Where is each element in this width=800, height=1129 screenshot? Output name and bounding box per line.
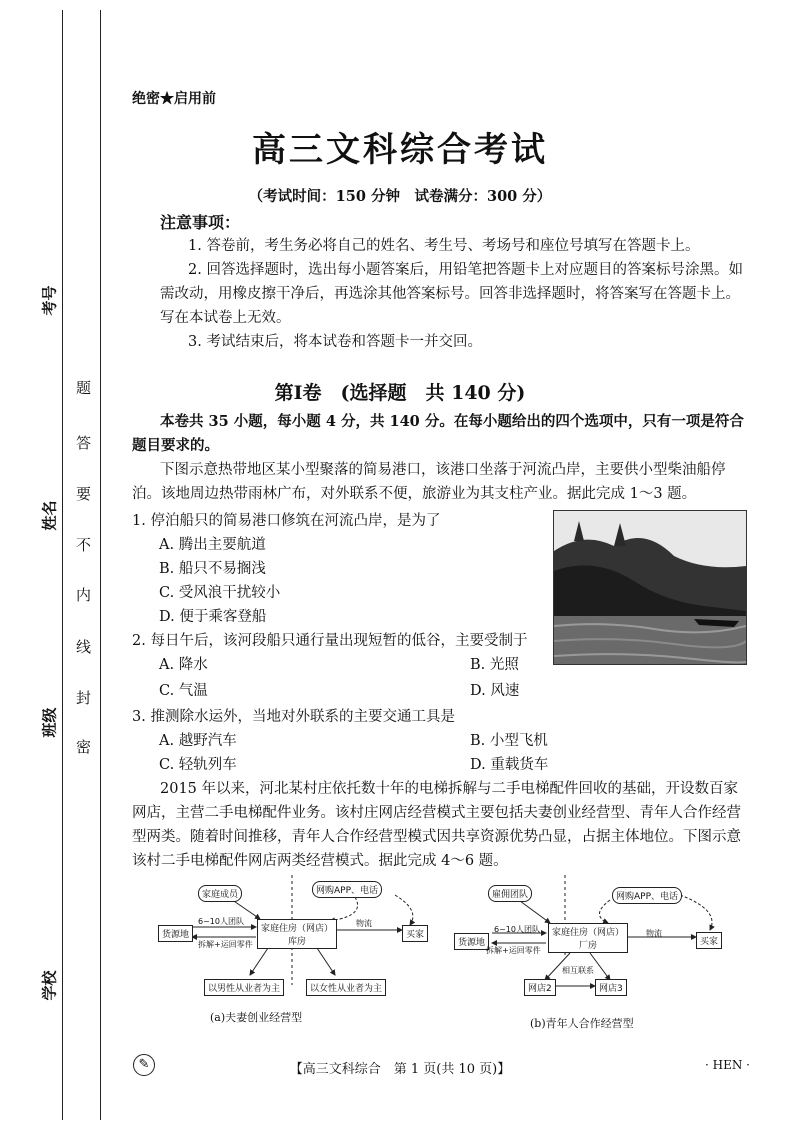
diagram-b-link: 相互联系 bbox=[562, 966, 594, 975]
diagram-a-online: 网购APP、电话 bbox=[312, 881, 382, 898]
seal-char: 要 bbox=[76, 485, 92, 503]
q3-option-c: C. 轻轨列车 bbox=[159, 757, 237, 773]
diagram-b-shop2: 网店2 bbox=[524, 979, 556, 996]
seal-char: 答 bbox=[76, 434, 92, 452]
school-label: 学校 bbox=[40, 970, 59, 1001]
notice-item: 2. 回答选择题时，选出每小题答案后，用铅笔把答题卡上对应题目的答案标号涂黑。如需改动，用橡皮擦干净后，再选涂其他答案标号。回答非选择题时，将答案写在答题卡上。写在本试卷上无效。 bbox=[160, 262, 743, 326]
question-2-stem: 2. 每日午后，该河段船只通行量出现短暂的低谷，主要受制于 bbox=[132, 633, 528, 649]
diagram-b-online: 网购APP、电话 bbox=[612, 887, 682, 904]
footer-page-info: 【高三文科综合 第 1 页(共 10 页)】 bbox=[289, 1062, 511, 1077]
q2-option-c: C. 气温 bbox=[159, 683, 208, 699]
diagram-a-caption: (a)夫妻创业经营型 bbox=[210, 1011, 303, 1024]
margin-line-inner bbox=[100, 10, 101, 1120]
seal-char: 线 bbox=[76, 638, 92, 656]
seal-char: 内 bbox=[76, 586, 92, 604]
logo-icon: ✎ bbox=[133, 1054, 155, 1076]
diagram-a-home bbox=[257, 919, 337, 949]
diagram-a-team: 6~10人团队 bbox=[198, 917, 244, 926]
diagram-a bbox=[120, 875, 440, 1025]
passage-1: 下图示意热带地区某小型聚落的简易港口，该港口坐落于河流凸岸，主要供小型柴油船停泊。该地周边热带雨林广布，对外联系不便，旅游业为其支柱产业。据此完成 1～3 题。 bbox=[132, 462, 726, 502]
diagram-a-store-label: 库房 bbox=[288, 937, 307, 947]
margin-line-outer bbox=[62, 10, 63, 1120]
diagram-b-home bbox=[548, 923, 628, 953]
q3-option-a: A. 越野汽车 bbox=[159, 733, 237, 749]
diagram-b-process: 拆解+运回零件 bbox=[486, 946, 541, 955]
diagram-b bbox=[450, 875, 750, 1030]
name-label: 姓名 bbox=[40, 500, 59, 531]
diagram-b-team: 6~10人团队 bbox=[494, 925, 540, 934]
class-label: 班级 bbox=[40, 707, 59, 738]
diagram-a-process: 拆解+运回零件 bbox=[198, 940, 253, 949]
question-1-stem: 1. 停泊船只的简易港口修筑在河流凸岸，是为了 bbox=[132, 513, 441, 529]
river-photo-graphic bbox=[554, 511, 746, 664]
notice-heading: 注意事项： bbox=[160, 213, 241, 232]
section-title: 第Ⅰ卷 (选择题 共 140 分) bbox=[274, 382, 526, 404]
seal-char: 不 bbox=[76, 536, 92, 554]
diagram-a-male: 以男性从业者为主 bbox=[204, 979, 284, 996]
q1-option-d: D. 便于乘客登船 bbox=[159, 609, 267, 625]
notice-item: 3. 考试结束后，将本试卷和答题卡一并交回。 bbox=[188, 334, 482, 350]
q1-option-c: C. 受风浪干扰较小 bbox=[159, 585, 281, 601]
river-port-photo bbox=[553, 510, 747, 665]
q2-option-b: B. 光照 bbox=[470, 657, 519, 673]
exam-subtitle: （考试时间：150 分钟 试卷满分：300 分） bbox=[248, 188, 552, 205]
diagram-a-buyer: 买家 bbox=[402, 925, 428, 942]
q1-option-a: A. 腾出主要航道 bbox=[159, 537, 266, 553]
seal-char: 封 bbox=[76, 689, 92, 707]
diagram-a-female: 以女性从业者为主 bbox=[306, 979, 386, 996]
footer-code: · HEN · bbox=[705, 1058, 750, 1072]
q3-option-d: D. 重载货车 bbox=[470, 757, 549, 773]
diagram-a-source: 货源地 bbox=[158, 925, 193, 942]
diagram-b-caption: (b)青年人合作经营型 bbox=[530, 1017, 634, 1030]
passage-2: 2015 年以来，河北某村庄依托数十年的电梯拆解与二手电梯配件回收的基础，开设数百家网店，主营二手电梯配件业务。该村庄网店经营模式主要包括夫妻创业经营型、青年人合作经营型两类。随着时间推移，青年人合作经营型模式因共享资源优势凸显，占据主体地位。下图示意该村二手电梯配件网店两类经营模式。据此完成 4～6 题。 bbox=[132, 781, 741, 869]
q3-option-b: B. 小型飞机 bbox=[470, 733, 548, 749]
diagram-a-lines bbox=[120, 875, 440, 1025]
section-intro: 本卷共 35 小题，每小题 4 分，共 140 分。在每小题给出的四个选项中，只有一项是符合题目要求的。 bbox=[132, 413, 744, 454]
diagram-b-logistics: 物流 bbox=[646, 929, 662, 938]
q2-option-d: D. 风速 bbox=[470, 683, 520, 699]
diagram-b-buyer: 买家 bbox=[696, 932, 722, 949]
exam-no-label: 考号 bbox=[40, 285, 59, 316]
seal-char: 题 bbox=[76, 379, 92, 397]
q1-option-b: B. 船只不易搁浅 bbox=[159, 561, 266, 577]
seal-char: 密 bbox=[76, 738, 92, 756]
diagram-b-store-label: 厂房 bbox=[579, 941, 598, 951]
diagram-b-team-label: 雇佣团队 bbox=[488, 885, 532, 902]
diagram-a-logistics: 物流 bbox=[356, 919, 372, 928]
diagram-a-home-label: 家庭住房（网店） bbox=[261, 924, 334, 934]
diagram-b-shop3: 网店3 bbox=[595, 979, 627, 996]
notice-list bbox=[160, 234, 745, 354]
notice-item: 1. 答卷前，考生务必将自己的姓名、考生号、考场号和座位号填写在答题卡上。 bbox=[188, 238, 700, 254]
diagram-b-home-label: 家庭住房（网店） bbox=[552, 928, 625, 938]
diagram-b-source: 货源地 bbox=[454, 933, 489, 950]
page-title: 高三文科综合考试 bbox=[252, 130, 548, 170]
secret-label: 绝密★启用前 bbox=[132, 91, 216, 107]
q2-option-a: A. 降水 bbox=[159, 657, 208, 673]
diagram-a-family: 家庭成员 bbox=[198, 885, 242, 902]
question-3-stem: 3. 推测除水运外，当地对外联系的主要交通工具是 bbox=[132, 709, 455, 725]
